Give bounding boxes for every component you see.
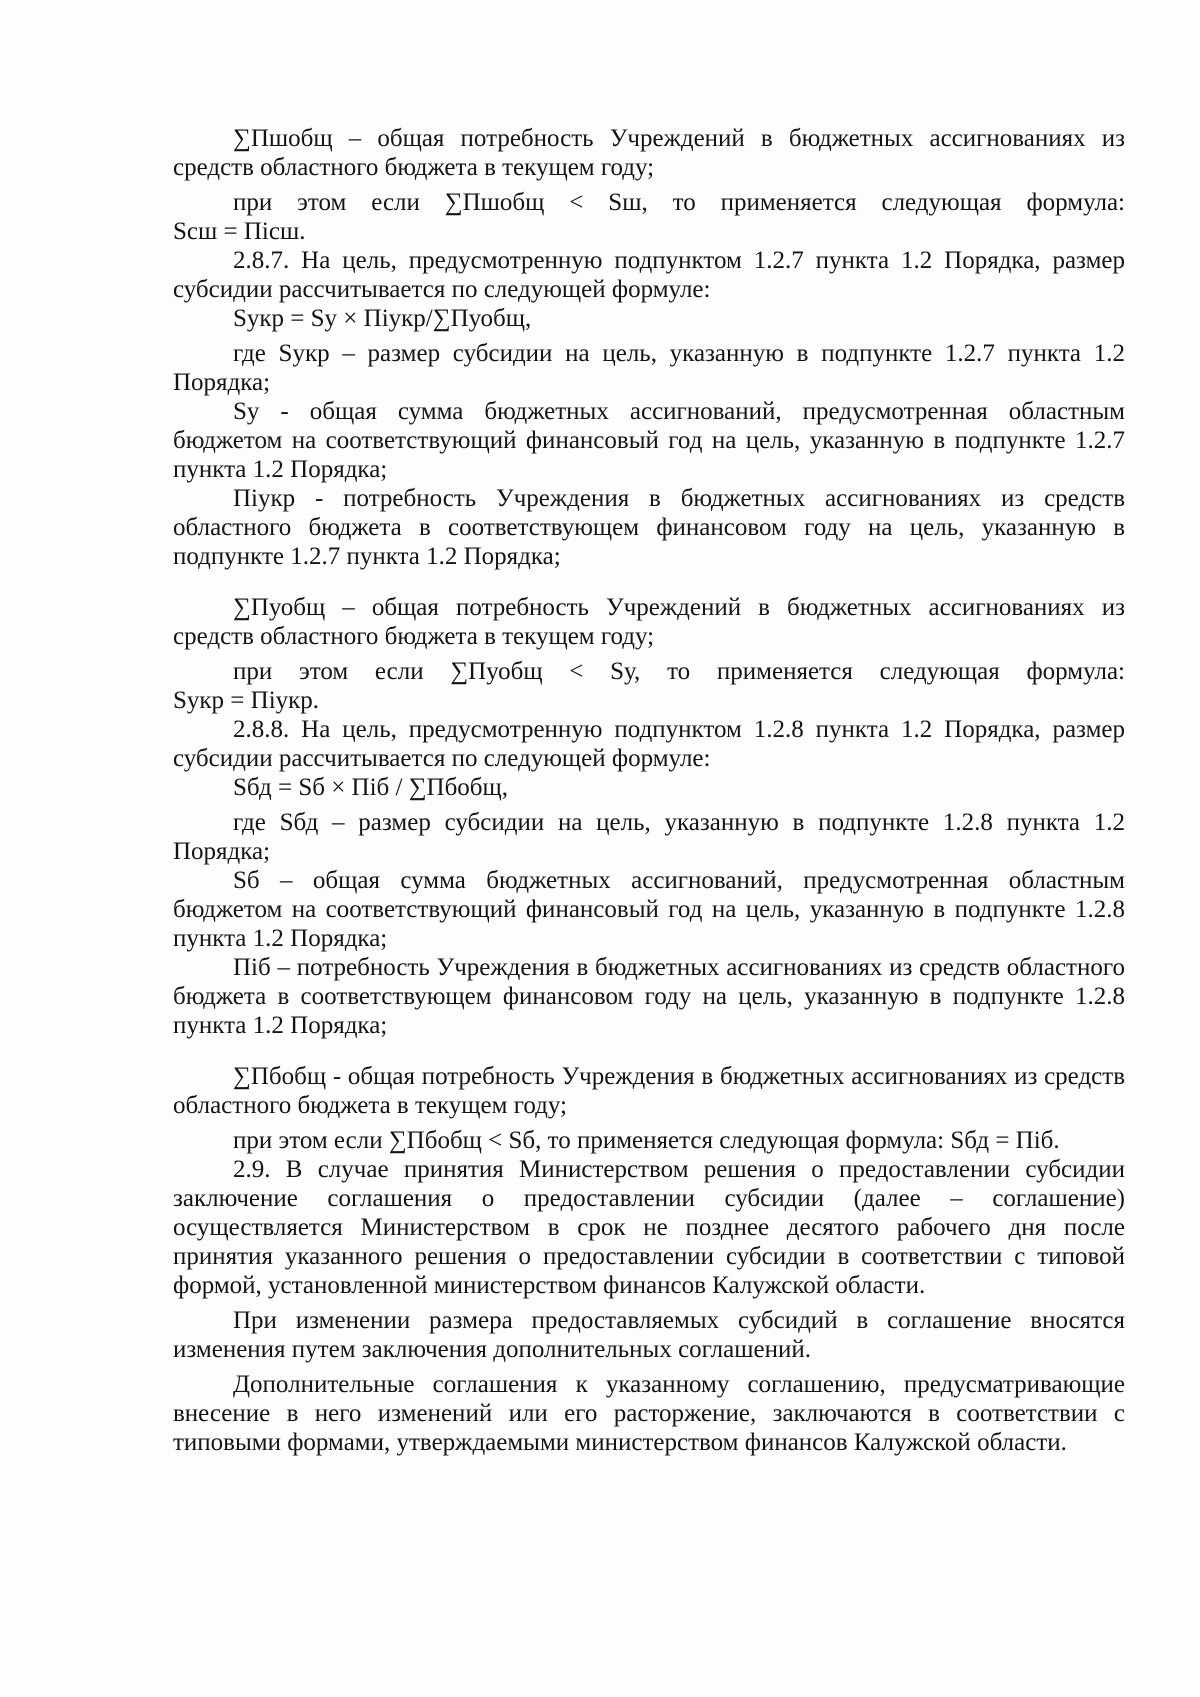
paragraph-sukr-def: где Sукр – размер субсидии на цель, указанную в подпункте 1.2.7 пункта 1.2 Порядка; bbox=[173, 340, 1125, 396]
formula-sukr-eq: Sукр = Пiукр. bbox=[173, 687, 320, 714]
condition-prefix: при этом если bbox=[233, 658, 424, 685]
condition-formula: ∑Пшобщ < Sш, bbox=[444, 189, 648, 216]
paragraph-condition-pbobsh: при этом если ∑Пбобщ < Sб, то применяется следующая формула: Sбд = Пiб. bbox=[233, 1127, 1060, 1154]
paragraph-condition-psh bbox=[173, 188, 1125, 217]
paragraph-sum-pbobsh: ∑Пбобщ - общая потребность Учреждения в бюджетных ассигнованиях из средств областного бюджета в текущем году; bbox=[173, 1063, 1125, 1119]
paragraph-2-8-7: 2.8.7. На цель, предусмотренную подпунктом 1.2.7 пункта 1.2 Порядка, размер субсидии рассчитывается по следующей формуле: bbox=[173, 247, 1125, 303]
paragraph-changes: При изменении размера предоставляемых субсидий в соглашение вносятся изменения путем заключения дополнительных соглашений. bbox=[173, 1307, 1125, 1363]
condition-suffix: то применяется следующая формула: bbox=[667, 658, 1126, 685]
formula-ssh: Sсш = Пiсш. bbox=[173, 218, 306, 245]
condition-suffix: то применяется следующая формула: bbox=[672, 189, 1126, 216]
paragraph-sum-psh: ∑Пшобщ – общая потребность Учреждений в бюджетных ассигнованиях из средств областного бюджета в текущем году; bbox=[173, 125, 1125, 181]
condition-formula: ∑Пуобщ < Sу, bbox=[450, 658, 641, 685]
paragraph-sbd-def: где Sбд – размер субсидии на цель, указанную в подпункте 1.2.8 пункта 1.2 Порядка; bbox=[173, 809, 1125, 865]
formula-sbd: Sбд = Sб × Пiб / ∑Пбобщ, bbox=[233, 774, 509, 801]
paragraph-additional-agreements: Дополнительные соглашения к указанному соглашению, предусматривающие внесение в него изменений или его расторжение, заключаются в соответствии с типовыми формами, утверждаемыми министерством финансов Калужской области. bbox=[173, 1371, 1125, 1456]
paragraph-condition-puobsh bbox=[173, 657, 1125, 686]
paragraph-sy-def: Sу - общая сумма бюджетных ассигнований, предусмотренная областным бюджетом на соответствующий финансовый год на цель, указанную в подпункте 1.2.7 пункта 1.2 Порядка; bbox=[173, 398, 1125, 483]
paragraph-sb-def: Sб – общая сумма бюджетных ассигнований, предусмотренная областным бюджетом на соответствующий финансовый год на цель, указанную в подпункте 1.2.8 пункта 1.2 Порядка; bbox=[173, 867, 1125, 952]
paragraph-2-8-8: 2.8.8. На цель, предусмотренную подпунктом 1.2.8 пункта 1.2 Порядка, размер субсидии рассчитывается по следующей формуле: bbox=[173, 716, 1125, 772]
paragraph-pib-def: Пiб – потребность Учреждения в бюджетных ассигнованиях из средств областного бюджета в соответствующем финансовом году на цель, указанную в подпункте 1.2.8 пункта 1.2 Порядка; bbox=[173, 954, 1125, 1039]
paragraph-2-9: 2.9. В случае принятия Министерством решения о предоставлении субсидии заключение соглашения о предоставлении субсидии (далее – соглашение) осуществляется Министерством в срок не позднее десятого рабочего дня после принятия указанного решения о предоставлении субсидии в соответствии с типовой формой, установленной министерством финансов Калужской области. bbox=[173, 1156, 1125, 1299]
formula-sukr: Sукр = Sу × Пiукр/∑Пуобщ, bbox=[233, 305, 532, 332]
condition-prefix: при этом если bbox=[233, 189, 420, 216]
paragraph-sum-puobsh: ∑Пуобщ – общая потребность Учреждений в бюджетных ассигнованиях из средств областного бюджета в текущем году; bbox=[173, 594, 1125, 650]
paragraph-piukr-def: Пiукр - потребность Учреждения в бюджетных ассигнованиях из средств областного бюджета в соответствующем финансовом году на цель, указанную в подпункте 1.2.7 пункта 1.2 Порядка; bbox=[173, 485, 1125, 570]
document-body bbox=[173, 124, 1125, 1457]
